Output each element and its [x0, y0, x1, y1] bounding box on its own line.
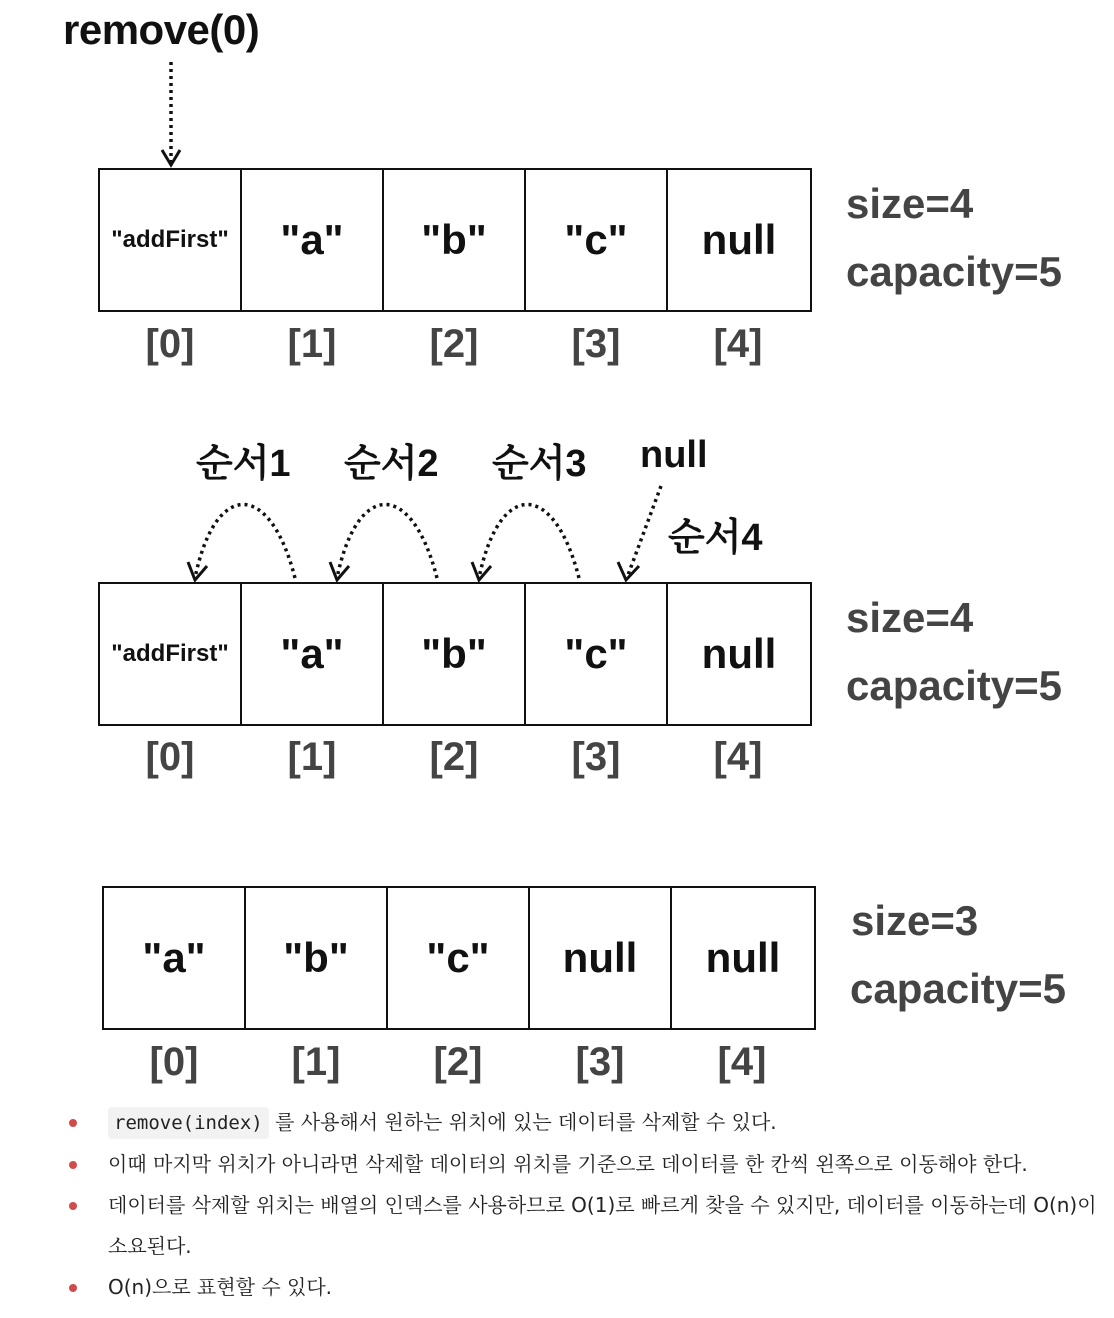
index-label: [3]	[571, 735, 621, 779]
array-cell: "b"	[384, 170, 526, 310]
index-label: [4]	[713, 735, 763, 779]
array-before	[98, 168, 812, 312]
capacity-label-before: capacity=5	[846, 248, 1062, 295]
index-labels-after	[103, 1040, 813, 1085]
bullet-icon	[69, 1119, 77, 1127]
shift-arrow-step4	[628, 486, 661, 575]
array-cell: "b"	[246, 888, 388, 1028]
inline-code: remove(index)	[108, 1107, 269, 1139]
shift-arrow-step1	[195, 505, 295, 579]
shift-arrow-step2	[337, 505, 437, 579]
capacity-label-after: capacity=5	[850, 965, 1066, 1012]
bullet-icon	[69, 1284, 77, 1292]
operation-title: remove(0)	[63, 6, 260, 53]
index-label: [4]	[717, 1040, 767, 1084]
array-shifting	[98, 582, 812, 726]
index-labels-before	[99, 322, 809, 367]
bullet-icon	[69, 1202, 77, 1210]
index-label: [2]	[429, 322, 479, 366]
index-label: [4]	[713, 322, 763, 366]
step-label-3: 순서3	[492, 443, 587, 485]
index-label: [0]	[145, 735, 195, 779]
list-item	[60, 1102, 1100, 1144]
null-source-label: null	[640, 434, 708, 476]
remove-pointer-arrowhead	[162, 150, 180, 165]
array-cell: "addFirst"	[100, 170, 242, 310]
index-label: [1]	[291, 1040, 341, 1084]
size-label-shifting: size=4	[846, 594, 974, 641]
step-label-1: 순서1	[196, 443, 291, 485]
array-cell: null	[701, 630, 777, 677]
size-label-before: size=4	[846, 180, 974, 227]
array-cell: null	[705, 934, 781, 981]
array-cell: null	[530, 888, 672, 1028]
array-cell: "c"	[526, 170, 668, 310]
index-label: [1]	[287, 322, 337, 366]
array-cell: "addFirst"	[100, 584, 242, 724]
index-label: [0]	[149, 1040, 199, 1084]
index-labels-shifting	[99, 735, 809, 780]
array-cell: "b"	[384, 584, 526, 724]
list-item	[60, 1185, 1100, 1267]
shift-arrow-step3	[479, 505, 579, 579]
array-cell: "a"	[242, 584, 384, 724]
list-item	[60, 1144, 1100, 1185]
list-item	[60, 1267, 1100, 1308]
index-label: [3]	[575, 1040, 625, 1084]
array-cell: "a"	[242, 170, 384, 310]
list-item-text: O(n)으로 표현할 수 있다.	[108, 1275, 333, 1299]
array-cell: "c"	[526, 584, 668, 724]
index-label: [2]	[433, 1040, 483, 1084]
list-item-text: 데이터를 삭제할 위치는 배열의 인덱스를 사용하므로 O(1)로 빠르게 찾을 수 있지만, 데이터를 이동하는데 O(n)이 소요된다.	[108, 1193, 1097, 1258]
list-item-text: 를 사용해서 원하는 위치에 있는 데이터를 삭제할 수 있다.	[275, 1110, 777, 1134]
array-cell: null	[701, 216, 777, 263]
index-label: [3]	[571, 322, 621, 366]
explanation-list	[60, 1102, 1100, 1308]
step-label-4: 순서4	[668, 517, 763, 559]
array-after	[102, 886, 816, 1030]
index-label: [1]	[287, 735, 337, 779]
array-cell: "c"	[388, 888, 530, 1028]
list-item-text: 이때 마지막 위치가 아니라면 삭제할 데이터의 위치를 기준으로 데이터를 한 칸씩 왼쪽으로 이동해야 한다.	[108, 1152, 1028, 1176]
capacity-label-shifting: capacity=5	[846, 662, 1062, 709]
index-label: [0]	[145, 322, 195, 366]
index-label: [2]	[429, 735, 479, 779]
array-cell: "a"	[104, 888, 246, 1028]
bullet-icon	[69, 1161, 77, 1169]
shift-arrowhead-step4	[618, 562, 639, 580]
size-label-after: size=3	[851, 897, 979, 944]
step-label-2: 순서2	[344, 443, 439, 485]
